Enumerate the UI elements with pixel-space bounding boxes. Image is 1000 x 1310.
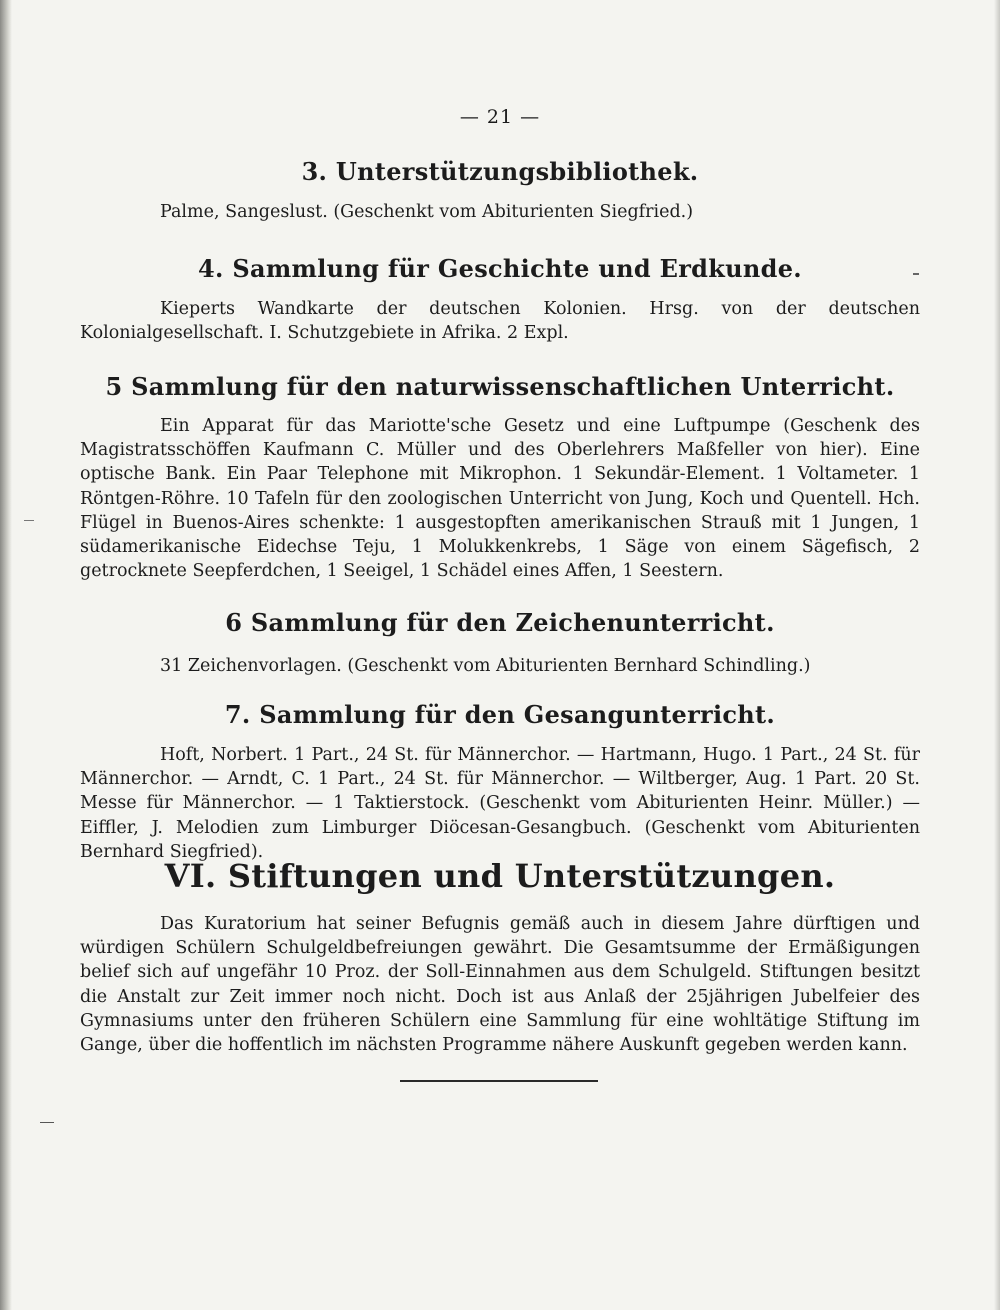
section-heading-zeichenunterricht: 6 Sammlung für den Zeichenunterricht. (225, 608, 775, 637)
section-text-gesangunterricht: Hoft, Norbert. 1 Part., 24 St. für Männerchor. — Hartmann, Hugo. 1 Part., 24 St. für Männerchor. — Arndt, C. 1 Part., 24 St. für Männerchor. — Wiltberger, Aug. 1 Part. 20 St. Messe für Männerchor. — 1 Taktierstock. (Geschenkt vom Abiturienten Heinr. Müller.) — Eiffler, J. Melodien zum Limburger Diöcesan-Gesangbuch. (Geschenkt vom Abiturienten Bernhard Siegfried). (80, 745, 920, 862)
margin-mark (40, 1122, 54, 1123)
section-text-unterstuetzungsbibliothek: Palme, Sangeslust. (Geschenkt vom Abiturienten Siegfried.) (160, 202, 694, 222)
chapter-heading-stiftungen: VI. Stiftungen und Unterstützungen. (164, 857, 836, 895)
section-heading-geschichte-erdkunde: 4. Sammlung für Geschichte und Erdkunde. (198, 254, 802, 283)
section-heading-gesangunterricht: 7. Sammlung für den Gesangunterricht. (224, 700, 776, 729)
page-number: — 21 — (459, 106, 541, 128)
section-text-zeichenunterricht: 31 Zeichenvorlagen. (Geschenkt vom Abiturienten Bernhard Schindling.) (160, 656, 811, 676)
section-text-geschichte-erdkunde: Kieperts Wandkarte der deutschen Kolonien. Hrsg. von der deutschen Kolonialgesellschaft. I. Schutzgebiete in Afrika. 2 Expl. (80, 299, 920, 344)
section-heading-unterstuetzungsbibliothek: 3. Unterstützungsbibliothek. (301, 157, 699, 186)
section-text-stiftungen: Das Kuratorium hat seiner Befugnis gemäß auch in diesem Jahre dürftigen und würdigen Schülern Schulgeldbefreiungen gewährt. Die Gesamtsumme der Ermäßigungen belief sich auf ungefähr 10 Proz. der Soll-Einnahmen aus dem Schulgeld. Stiftungen besitzt die Anstalt zur Zeit immer noch nicht. Doch ist aus Anlaß der 25jährigen Jubelfeier des Gymnasiums unter den früheren Schülern eine Sammlung für eine wohltätige Stiftung im Gange, über die hoffentlich im nächsten Programme nähere Auskunft gegeben werden kann. (80, 914, 920, 1056)
margin-mark (24, 520, 34, 521)
page-shadow-right (994, 0, 1000, 1310)
section-text-naturwissenschaft: Ein Apparat für das Mariotte'sche Gesetz und eine Luftpumpe (Geschenk des Magistratsschöffen Kaufmann C. Müller und des Oberlehrers Maßfeller von hier). Eine optische Bank. Ein Paar Telephone mit Mikrophon. 1 Sekundär-Element. 1 Voltameter. 1 Röntgen-Röhre. 10 Tafeln für den zoologischen Unterricht von Jung, Koch und Quentell. Hch. Flügel in Buenos-Aires schenkte: 1 ausgestopften amerikanischen Strauß mit 1 Jungen, 1 südamerikanische Eidechse Teju, 1 Molukkenkrebs, 1 Säge von einem Sägefisch, 2 getrocknete Seepferdchen, 1 Seeigel, 1 Schädel eines Affen, 1 Seestern. (80, 416, 920, 582)
section-heading-naturwissenschaft: 5 Sammlung für den naturwissenschaftlichen Unterricht. (105, 372, 895, 401)
end-rule (400, 1080, 598, 1082)
page-shadow-left (0, 0, 12, 1310)
